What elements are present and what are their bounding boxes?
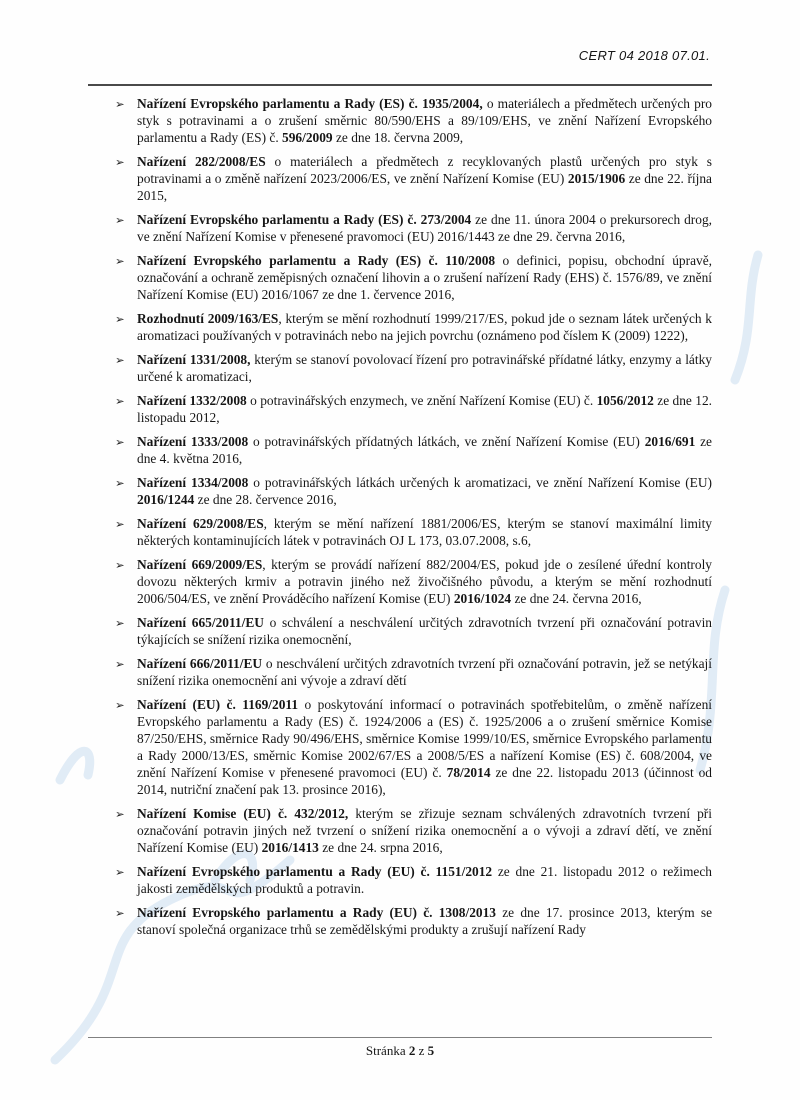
list-item	[100, 805, 712, 856]
arrow-bullet-icon: ➢	[115, 394, 125, 408]
list-item	[100, 863, 712, 897]
list-item-text: Nařízení Evropského parlamentu a Rady (EU) č. 1308/2013 ze dne 17. prosince 2013, kterým se stanoví společná organizace trhů se zemědělskými produkty a zrušují nařízení Rady	[137, 905, 713, 937]
list-item-text: Nařízení Evropského parlamentu a Rady (ES) č. 273/2004 ze dne 11. února 2004 o prekursorech drog, ve znění Nařízení Komise v přenesené pravomoci (EU) 2016/1443 ze dne 29. června 2016,	[137, 212, 712, 244]
list-item	[100, 211, 712, 245]
page-footer	[0, 1043, 800, 1059]
header-rule	[88, 84, 712, 86]
list-item	[100, 515, 712, 549]
list-item-text: Nařízení 669/2009/ES, kterým se provádí nařízení 882/2004/ES, pokud jde o zesílené úřední kontroly dovozu některých krmiv a potravin jiného než živočišného původu, a kterým se mění rozhodnutí 2006/504/ES, ve znění Prováděcího nařízení Komise (EU) 2016/1024 ze dne 24. června 2016,	[137, 557, 712, 606]
regulation-list	[100, 95, 712, 945]
list-item	[100, 614, 712, 648]
arrow-bullet-icon: ➢	[115, 312, 125, 326]
arrow-bullet-icon: ➢	[115, 558, 125, 572]
document-reference: CERT 04 2018 07.01.	[578, 48, 710, 63]
list-item	[100, 655, 712, 689]
list-item	[100, 392, 712, 426]
list-item	[100, 433, 712, 467]
list-item	[100, 252, 712, 303]
list-item	[100, 310, 712, 344]
list-item-text: Nařízení Komise (EU) č. 432/2012, kterým se zřizuje seznam schválených zdravotních tvrzení při označování potravin jiných než tvrzení o snížení rizika onemocnění a o vývoji a zdraví dětí, ve znění Nařízení Komise (EU) 2016/1413 ze dne 24. srpna 2016,	[137, 806, 712, 855]
arrow-bullet-icon: ➢	[115, 807, 125, 821]
list-item-text: Nařízení (EU) č. 1169/2011 o poskytování informací o potravinách spotřebitelům, o změně nařízení Evropského parlamentu a Rady (ES) č. 1924/2006 a (ES) č. 1925/2006 a o zrušení směrnice Komise 87/250/EHS, směrnice Rady 90/496/EHS, směrnice Komise 1999/10/ES, směrnice Evropského parlamentu a Rady 2000/13/ES, směrnic Komise 2002/67/ES a 2008/5/ES a nařízení Komise (ES) č. 608/2004, ve znění Nařízení Komise v přenesené pravomoci (EU) č. 78/2014 ze dne 22. listopadu 2013 (účinnost od 2014, nutriční značení pak 13. prosince 2016),	[137, 697, 712, 797]
arrow-bullet-icon: ➢	[115, 435, 125, 449]
list-item	[100, 153, 712, 204]
arrow-bullet-icon: ➢	[115, 517, 125, 531]
list-item	[100, 696, 712, 798]
arrow-bullet-icon: ➢	[115, 254, 125, 268]
arrow-bullet-icon: ➢	[115, 906, 125, 920]
arrow-bullet-icon: ➢	[115, 213, 125, 227]
list-item-text: Nařízení 629/2008/ES, kterým se mění nařízení 1881/2006/ES, kterým se stanoví maximální limity některých kontaminujících látek v potravinách OJ L 173, 03.07.2008, s.6,	[137, 516, 712, 548]
list-item-text: Nařízení Evropského parlamentu a Rady (ES) č. 1935/2004, o materiálech a předmětech určených pro styk s potravinami a o zrušení směrnic 80/590/EHS a 89/109/EHS, ve znění Nařízení Evropského parlamentu a Rady (ES) č. 596/2009 ze dne 18. června 2009,	[137, 96, 712, 145]
list-item-text: Nařízení 1332/2008 o potravinářských enzymech, ve znění Nařízení Komise (EU) č. 1056/2012 ze dne 12. listopadu 2012,	[137, 393, 712, 425]
arrow-bullet-icon: ➢	[115, 97, 125, 111]
list-item	[100, 904, 712, 938]
footer-rule	[88, 1037, 712, 1038]
list-item-text: Nařízení Evropského parlamentu a Rady (ES) č. 110/2008 o definici, popisu, obchodní úpravě, označování a ochraně zeměpisných označení lihovin a o zrušení nařízení Rady (EHS) č. 1576/89, ve znění Nařízení Komise (EU) 2016/1067 ze dne 1. července 2016,	[137, 253, 712, 302]
list-item-text: Nařízení 666/2011/EU o neschválení určitých zdravotních tvrzení při označování potravin, jež se netýkají snížení rizika onemocnění ani vývoje a zdraví dětí	[137, 656, 712, 688]
arrow-bullet-icon: ➢	[115, 698, 125, 712]
list-item-text: Nařízení 665/2011/EU o schválení a neschválení určitých zdravotních tvrzení při označování potravin týkajících se snížení rizika onemocnění,	[137, 615, 712, 647]
arrow-bullet-icon: ➢	[115, 476, 125, 490]
list-item	[100, 474, 712, 508]
list-item-text: Nařízení 1334/2008 o potravinářských látkách určených k aromatizaci, ve znění Nařízení Komise (EU) 2016/1244 ze dne 28. července 2016,	[137, 475, 712, 507]
list-item-text: Nařízení Evropského parlamentu a Rady (EU) č. 1151/2012 ze dne 21. listopadu 2012 o režimech jakosti zemědělských produktů a potravin.	[137, 864, 712, 896]
arrow-bullet-icon: ➢	[115, 657, 125, 671]
list-item-text: Nařízení 1331/2008, kterým se stanoví povolovací řízení pro potravinářské přídatné látky, enzymy a látky určené k aromatizaci,	[137, 352, 712, 384]
arrow-bullet-icon: ➢	[115, 155, 125, 169]
list-item	[100, 351, 712, 385]
document-header	[579, 48, 710, 63]
arrow-bullet-icon: ➢	[115, 353, 125, 367]
page-number: Stránka 2 z 5	[365, 1043, 435, 1058]
arrow-bullet-icon: ➢	[115, 865, 125, 879]
list-item-text: Nařízení 282/2008/ES o materiálech a předmětech z recyklovaných plastů určených pro styk s potravinami a o změně nařízení 2023/2006/ES, ve znění Nařízení Komise (EU) 2015/1906 ze dne 22. října 2015,	[137, 154, 712, 203]
list-item	[100, 556, 712, 607]
list-item-text: Rozhodnutí 2009/163/ES, kterým se mění rozhodnutí 1999/217/ES, pokud jde o seznam látek určených k aromatizaci používaných v potravinách nebo na jejich povrchu (oznámeno pod číslem K (2009) 1222),	[137, 311, 712, 343]
list-item	[100, 95, 712, 146]
arrow-bullet-icon: ➢	[115, 616, 125, 630]
list-item-text: Nařízení 1333/2008 o potravinářských přídatných látkách, ve znění Nařízení Komise (EU) 2016/691 ze dne 4. května 2016,	[137, 434, 712, 466]
